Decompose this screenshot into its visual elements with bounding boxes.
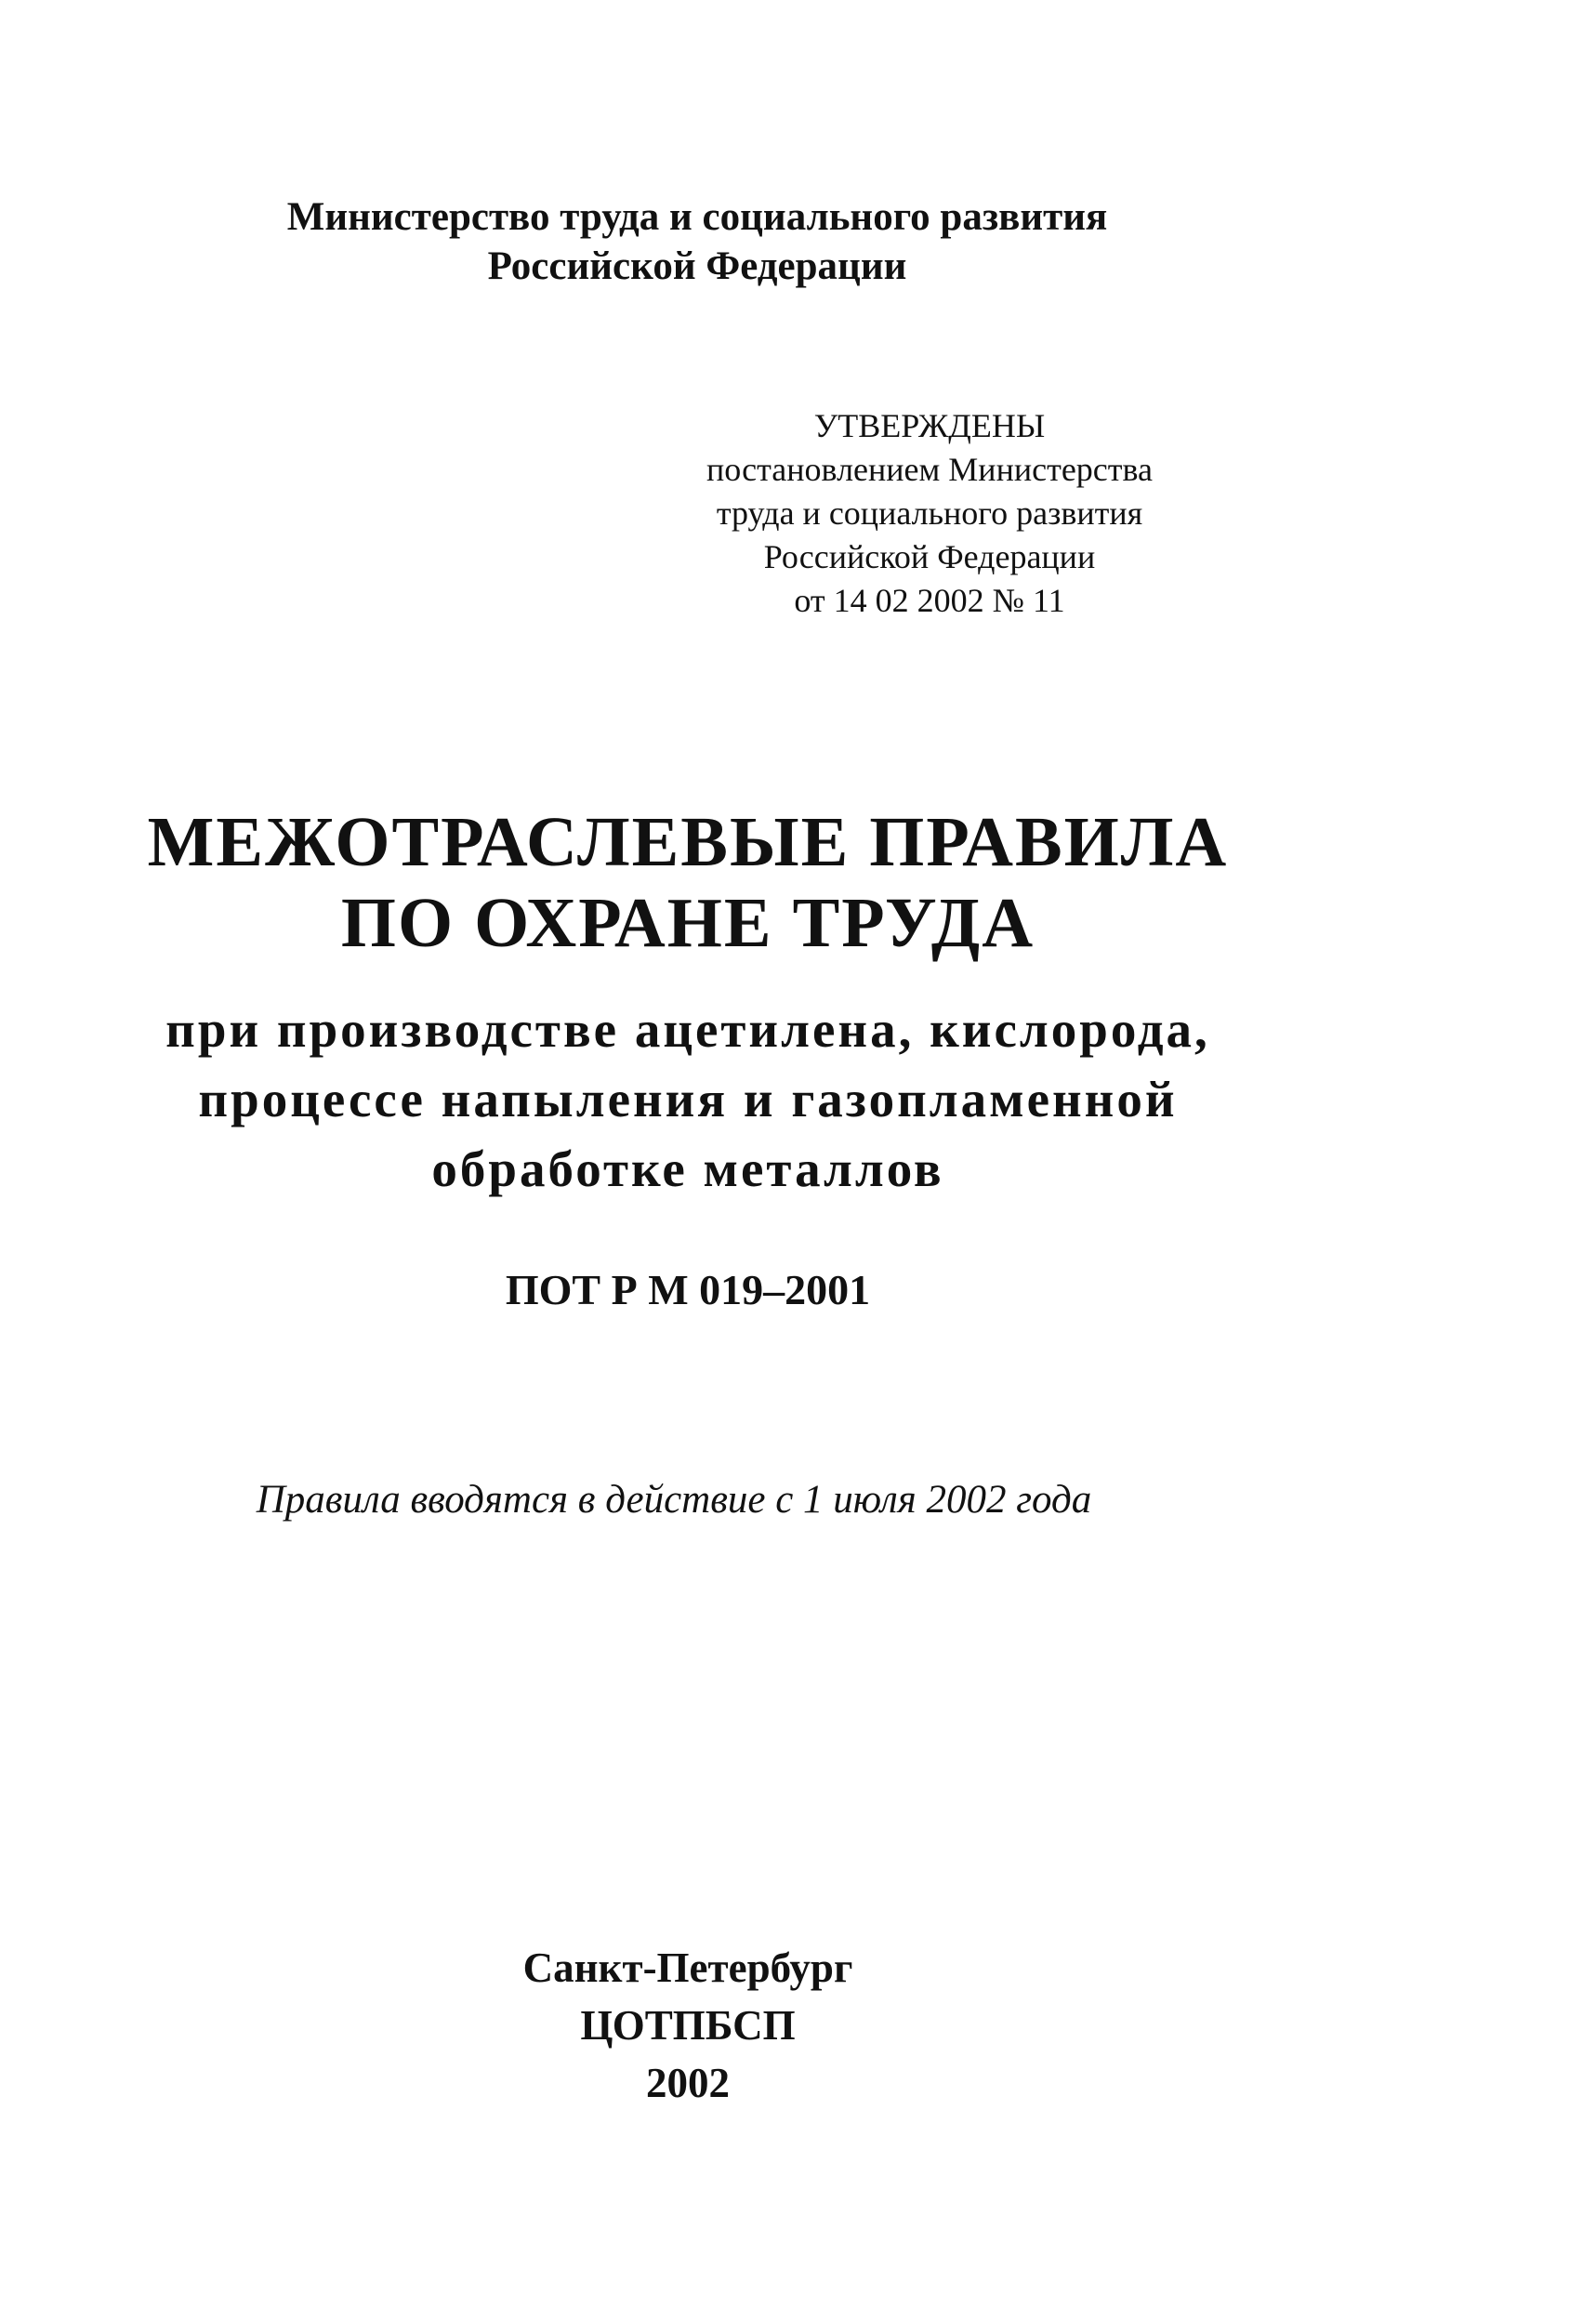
ministry-line-1: Министерство труда и социального развития [286,195,1108,239]
document-code: ПОТ Р М 019–2001 [505,1266,871,1313]
publisher-city: Санкт-Петербург [522,1944,853,1991]
subtitle-line-3: обработке металлов [431,1140,944,1197]
subtitle-line-1: при производстве ацетилена, кислорода, [165,1001,1210,1058]
approval-line-1: УТВЕРЖДЕНЫ [813,407,1046,444]
approval-line-2: постановлением Министерства [706,451,1154,488]
ministry-line-2: Российской Федерации [487,244,907,288]
title-line-1: МЕЖОТРАСЛЕВЫЕ ПРАВИЛА [147,803,1229,881]
approval-line-4: Российской Федерации [763,538,1096,575]
publisher-org: ЦОТПБСП [580,2002,796,2049]
title-line-2: ПО ОХРАНЕ ТРУДА [340,884,1035,962]
publisher-year: 2002 [646,2060,730,2106]
subtitle-line-2: процессе напыления и газопламенной [198,1071,1178,1127]
effective-date-note: Правила вводятся в действие с 1 июля 2002 года [256,1478,1092,1522]
approval-line-5: от 14 02 2002 № 11 [794,582,1065,619]
approval-line-3: труда и социального развития [716,494,1143,532]
